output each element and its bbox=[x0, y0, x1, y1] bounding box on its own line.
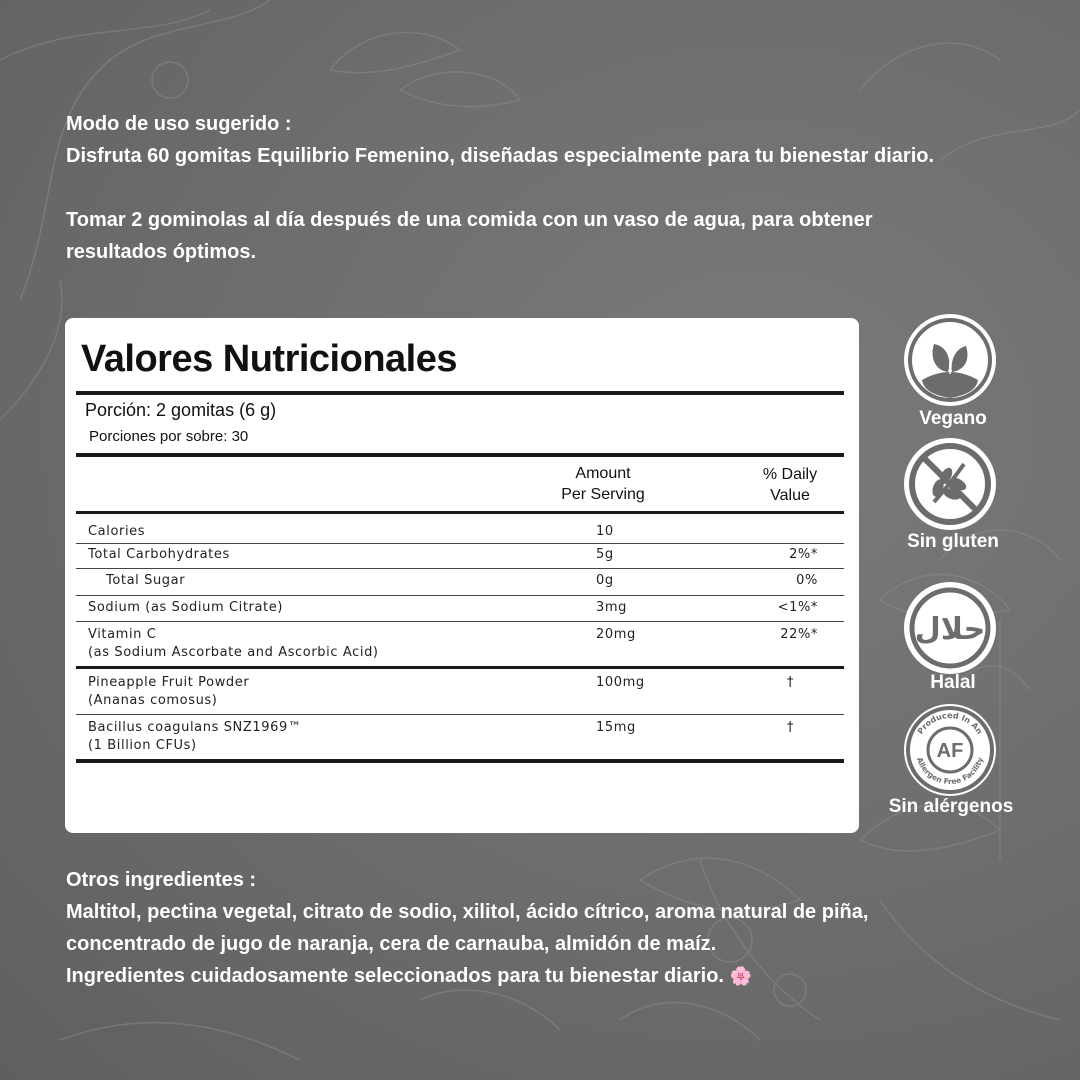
allergen-ring-bottom: Allergen Free Facility bbox=[915, 756, 985, 787]
ingredient-name: Pineapple Fruit Powder bbox=[88, 675, 250, 690]
daily-value-column-header bbox=[745, 464, 835, 506]
nutrient-dv: 0% bbox=[796, 573, 818, 588]
divider bbox=[76, 621, 844, 622]
nutrient-name: Vitamin C bbox=[88, 627, 157, 642]
nutrient-dv: 22%* bbox=[780, 627, 818, 642]
ingredient-name: Bacillus coagulans SNZ1969™ bbox=[88, 720, 302, 735]
halal-badge-icon bbox=[904, 582, 996, 674]
nutrient-amount: 0g bbox=[596, 573, 614, 588]
nutrient-name: Sodium (as Sodium Citrate) bbox=[88, 600, 284, 615]
divider bbox=[76, 453, 844, 457]
vegan-label: Vegano bbox=[919, 408, 987, 429]
halal-label: Halal bbox=[930, 672, 976, 693]
flower-icon: 🌸 bbox=[729, 966, 752, 986]
nutrient-name: Total Sugar bbox=[106, 573, 186, 588]
servings-per-container: Porciones por sobre: 30 bbox=[89, 428, 249, 445]
nutrient-name: Calories bbox=[88, 524, 146, 539]
serving-size: Porción: 2 gomitas (6 g) bbox=[85, 400, 277, 420]
dv-header-line: % Daily bbox=[762, 466, 818, 483]
amount-column-header bbox=[543, 463, 663, 505]
ingredient-subname: (Ananas comosus) bbox=[88, 693, 218, 708]
divider bbox=[76, 759, 844, 763]
usage-section bbox=[66, 108, 1026, 268]
usage-line-1: Disfruta 60 gomitas Equilibrio Femenino, diseñadas especialmente para tu bienestar diario. bbox=[66, 145, 935, 167]
divider bbox=[76, 543, 844, 544]
nutrient-amount: 5g bbox=[596, 547, 614, 562]
ingredient-dv: † bbox=[786, 675, 794, 690]
usage-line-2: Tomar 2 gominolas al día después de una comida con un vaso de agua, para obtener resultados óptimos. bbox=[66, 209, 873, 263]
divider bbox=[76, 595, 844, 596]
divider bbox=[76, 391, 844, 395]
others-line-3: Ingredientes cuidadosamente seleccionados para tu bienestar diario. bbox=[66, 965, 724, 987]
other-ingredients-section bbox=[66, 864, 1046, 992]
ingredient-amount: 100mg bbox=[596, 675, 645, 690]
nutrition-title: Valores Nutricionales bbox=[81, 338, 457, 380]
allergen-free-badge-icon bbox=[904, 704, 996, 796]
divider bbox=[76, 568, 844, 569]
allergen-ring-top: Produced In An bbox=[915, 710, 985, 736]
nutrient-amount: 10 bbox=[596, 524, 614, 539]
gluten-free-label: Sin gluten bbox=[907, 531, 999, 552]
nutrient-amount: 20mg bbox=[596, 627, 636, 642]
amount-header-line: Amount bbox=[575, 465, 631, 482]
ingredient-subname: (1 Billion CFUs) bbox=[88, 738, 197, 753]
others-line-1: Maltitol, pectina vegetal, citrato de sodio, xilitol, ácido cítrico, aroma natural de piña, bbox=[66, 901, 869, 923]
dv-header-line: Value bbox=[770, 487, 810, 504]
divider bbox=[76, 666, 844, 669]
nutrient-subname: (as Sodium Ascorbate and Ascorbic Acid) bbox=[88, 645, 379, 660]
nutrient-dv: <1%* bbox=[777, 600, 818, 615]
nutrient-amount: 3mg bbox=[596, 600, 627, 615]
nutrition-facts-panel bbox=[65, 318, 859, 833]
nutrient-name: Total Carbohydrates bbox=[88, 547, 230, 562]
vegan-badge-icon bbox=[904, 314, 996, 406]
allergen-free-label: Sin alérgenos bbox=[888, 796, 1014, 817]
ingredient-amount: 15mg bbox=[596, 720, 636, 735]
halal-script: حلال bbox=[914, 612, 986, 647]
usage-heading: Modo de uso sugerido : bbox=[66, 113, 292, 135]
amount-header-line: Per Serving bbox=[561, 486, 645, 503]
divider bbox=[76, 511, 844, 514]
allergen-center: AF bbox=[936, 740, 964, 762]
divider bbox=[76, 714, 844, 715]
nutrient-dv: 2%* bbox=[789, 547, 818, 562]
others-line-2: concentrado de jugo de naranja, cera de carnauba, almidón de maíz. bbox=[66, 933, 717, 955]
ingredient-dv: † bbox=[786, 720, 794, 735]
others-line-3-wrap bbox=[66, 960, 1046, 992]
gluten-free-badge-icon bbox=[904, 438, 996, 530]
others-heading: Otros ingredientes : bbox=[66, 869, 257, 891]
